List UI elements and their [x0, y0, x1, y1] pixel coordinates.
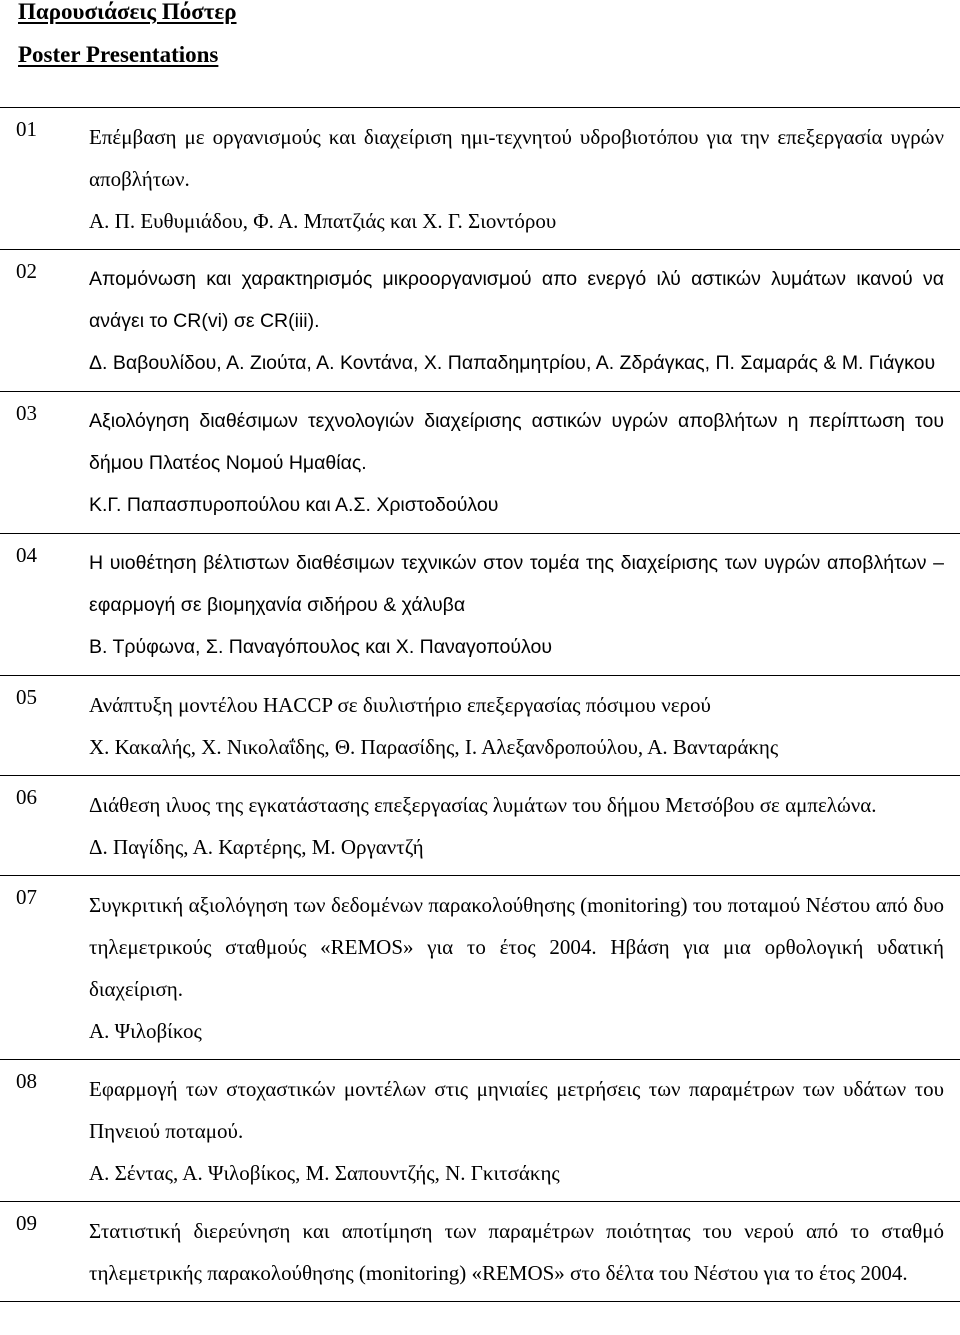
poster-row: [0, 1201, 960, 1302]
poster-authors: Κ.Γ. Παπασπυροπούλου και Α.Σ. Χριστοδούλου: [89, 494, 499, 516]
poster-authors: Δ. Βαβουλίδου, Α. Ζιούτα, Α. Κοντάνα, Χ. Παπαδημητρίου, Α. Ζδράγκας, Π. Σαμαράς & Μ. Γιάγκου: [89, 352, 936, 374]
poster-row: [0, 249, 960, 391]
poster-title: Στατιστική διερεύνηση και αποτίμηση των παραμέτρων ποιότητας του νερού από το σταθμό τηλεμετρικής παρακολούθησης (monitoring) «REMOS» στο δέλτα του Νέστου για το έτος 2004.: [89, 1219, 944, 1285]
poster-number: 06: [16, 785, 37, 809]
poster-title: Η υιοθέτηση βέλτιστων διαθέσιμων τεχνικών στον τομέα της διαχείρισης των υγρών αποβλήτων – εφαρμογή σε βιομηχανία σιδήρου & χάλυβα: [89, 552, 944, 616]
poster-authors: Α. Π. Ευθυμιάδου, Φ. Α. Μπατζιάς και Χ. Γ. Σιοντόρου: [89, 209, 557, 233]
poster-number: 01: [16, 117, 37, 141]
poster-title: Συγκριτική αξιολόγηση των δεδομένων παρακολούθησης (monitoring) του ποταμού Νέστου από δυο τηλεμετρικούς σταθμούς «REMOS» για το έτος 2004. Ηβάση για μια ορθολογική υδατική διαχείριση.: [89, 893, 944, 1001]
poster-row: [0, 675, 960, 775]
poster-number: 08: [16, 1069, 37, 1093]
poster-number: 02: [16, 259, 37, 283]
poster-number: 05: [16, 685, 37, 709]
poster-authors: Δ. Παγίδης, Α. Καρτέρης, Μ. Οργαντζή: [89, 835, 424, 859]
poster-authors: Β. Τρύφωνα, Σ. Παναγόπουλος και Χ. Παναγοπούλου: [89, 636, 553, 658]
poster-authors: Α. Ψιλοβίκος: [89, 1019, 202, 1043]
poster-number: 09: [16, 1211, 37, 1235]
poster-title: Επέμβαση με οργανισμούς και διαχείριση ημι-τεχνητού υδροβιοτόπου για την επεξεργασία υγρών αποβλήτων.: [89, 125, 944, 191]
poster-title: Ανάπτυξη μοντέλου HACCP σε διυλιστήριο επεξεργασίας πόσιμου νερού: [89, 693, 711, 717]
poster-number: 07: [16, 885, 37, 909]
poster-row: [0, 533, 960, 675]
poster-row: [0, 107, 960, 249]
poster-authors: Α. Σέντας, Α. Ψιλοβίκος, Μ. Σαπουντζής, Ν. Γκιτσάκης: [89, 1161, 560, 1185]
poster-title: Απομόνωση και χαρακτηρισμός μικροοργανισμού απο ενεργό ιλύ αστικών λυμάτων ικανού να ανάγει το CR(vi) σε CR(iii).: [89, 268, 944, 332]
poster-table: [0, 107, 960, 1302]
poster-row: [0, 1059, 960, 1201]
poster-row: [0, 875, 960, 1059]
poster-row: [0, 391, 960, 533]
poster-title: Εφαρμογή των στοχαστικών μοντέλων στις μηνιαίες μετρήσεις των παραμέτρων των υδάτων του Πηνειού ποταμού.: [89, 1077, 944, 1143]
heading-greek: Παρουσιάσεις Πόστερ: [18, 0, 237, 24]
poster-title: Αξιολόγηση διαθέσιμων τεχνολογιών διαχείρισης αστικών υγρών αποβλήτων η περίπτωση του δήμου Πλατέος Νομού Ημαθίας.: [89, 410, 944, 474]
poster-number: 03: [16, 401, 37, 425]
poster-row: [0, 775, 960, 875]
heading-english: Poster Presentations: [18, 42, 219, 67]
poster-number: 04: [16, 543, 37, 567]
poster-title: Διάθεση ιλυος της εγκατάστασης επεξεργασίας λυμάτων του δήμου Μετσόβου σε αμπελώνα.: [89, 793, 877, 817]
poster-authors: Χ. Κακαλής, Χ. Νικολαΐδης, Θ. Παρασίδης, Ι. Αλεξανδροπούλου, Α. Βανταράκης: [89, 735, 779, 759]
